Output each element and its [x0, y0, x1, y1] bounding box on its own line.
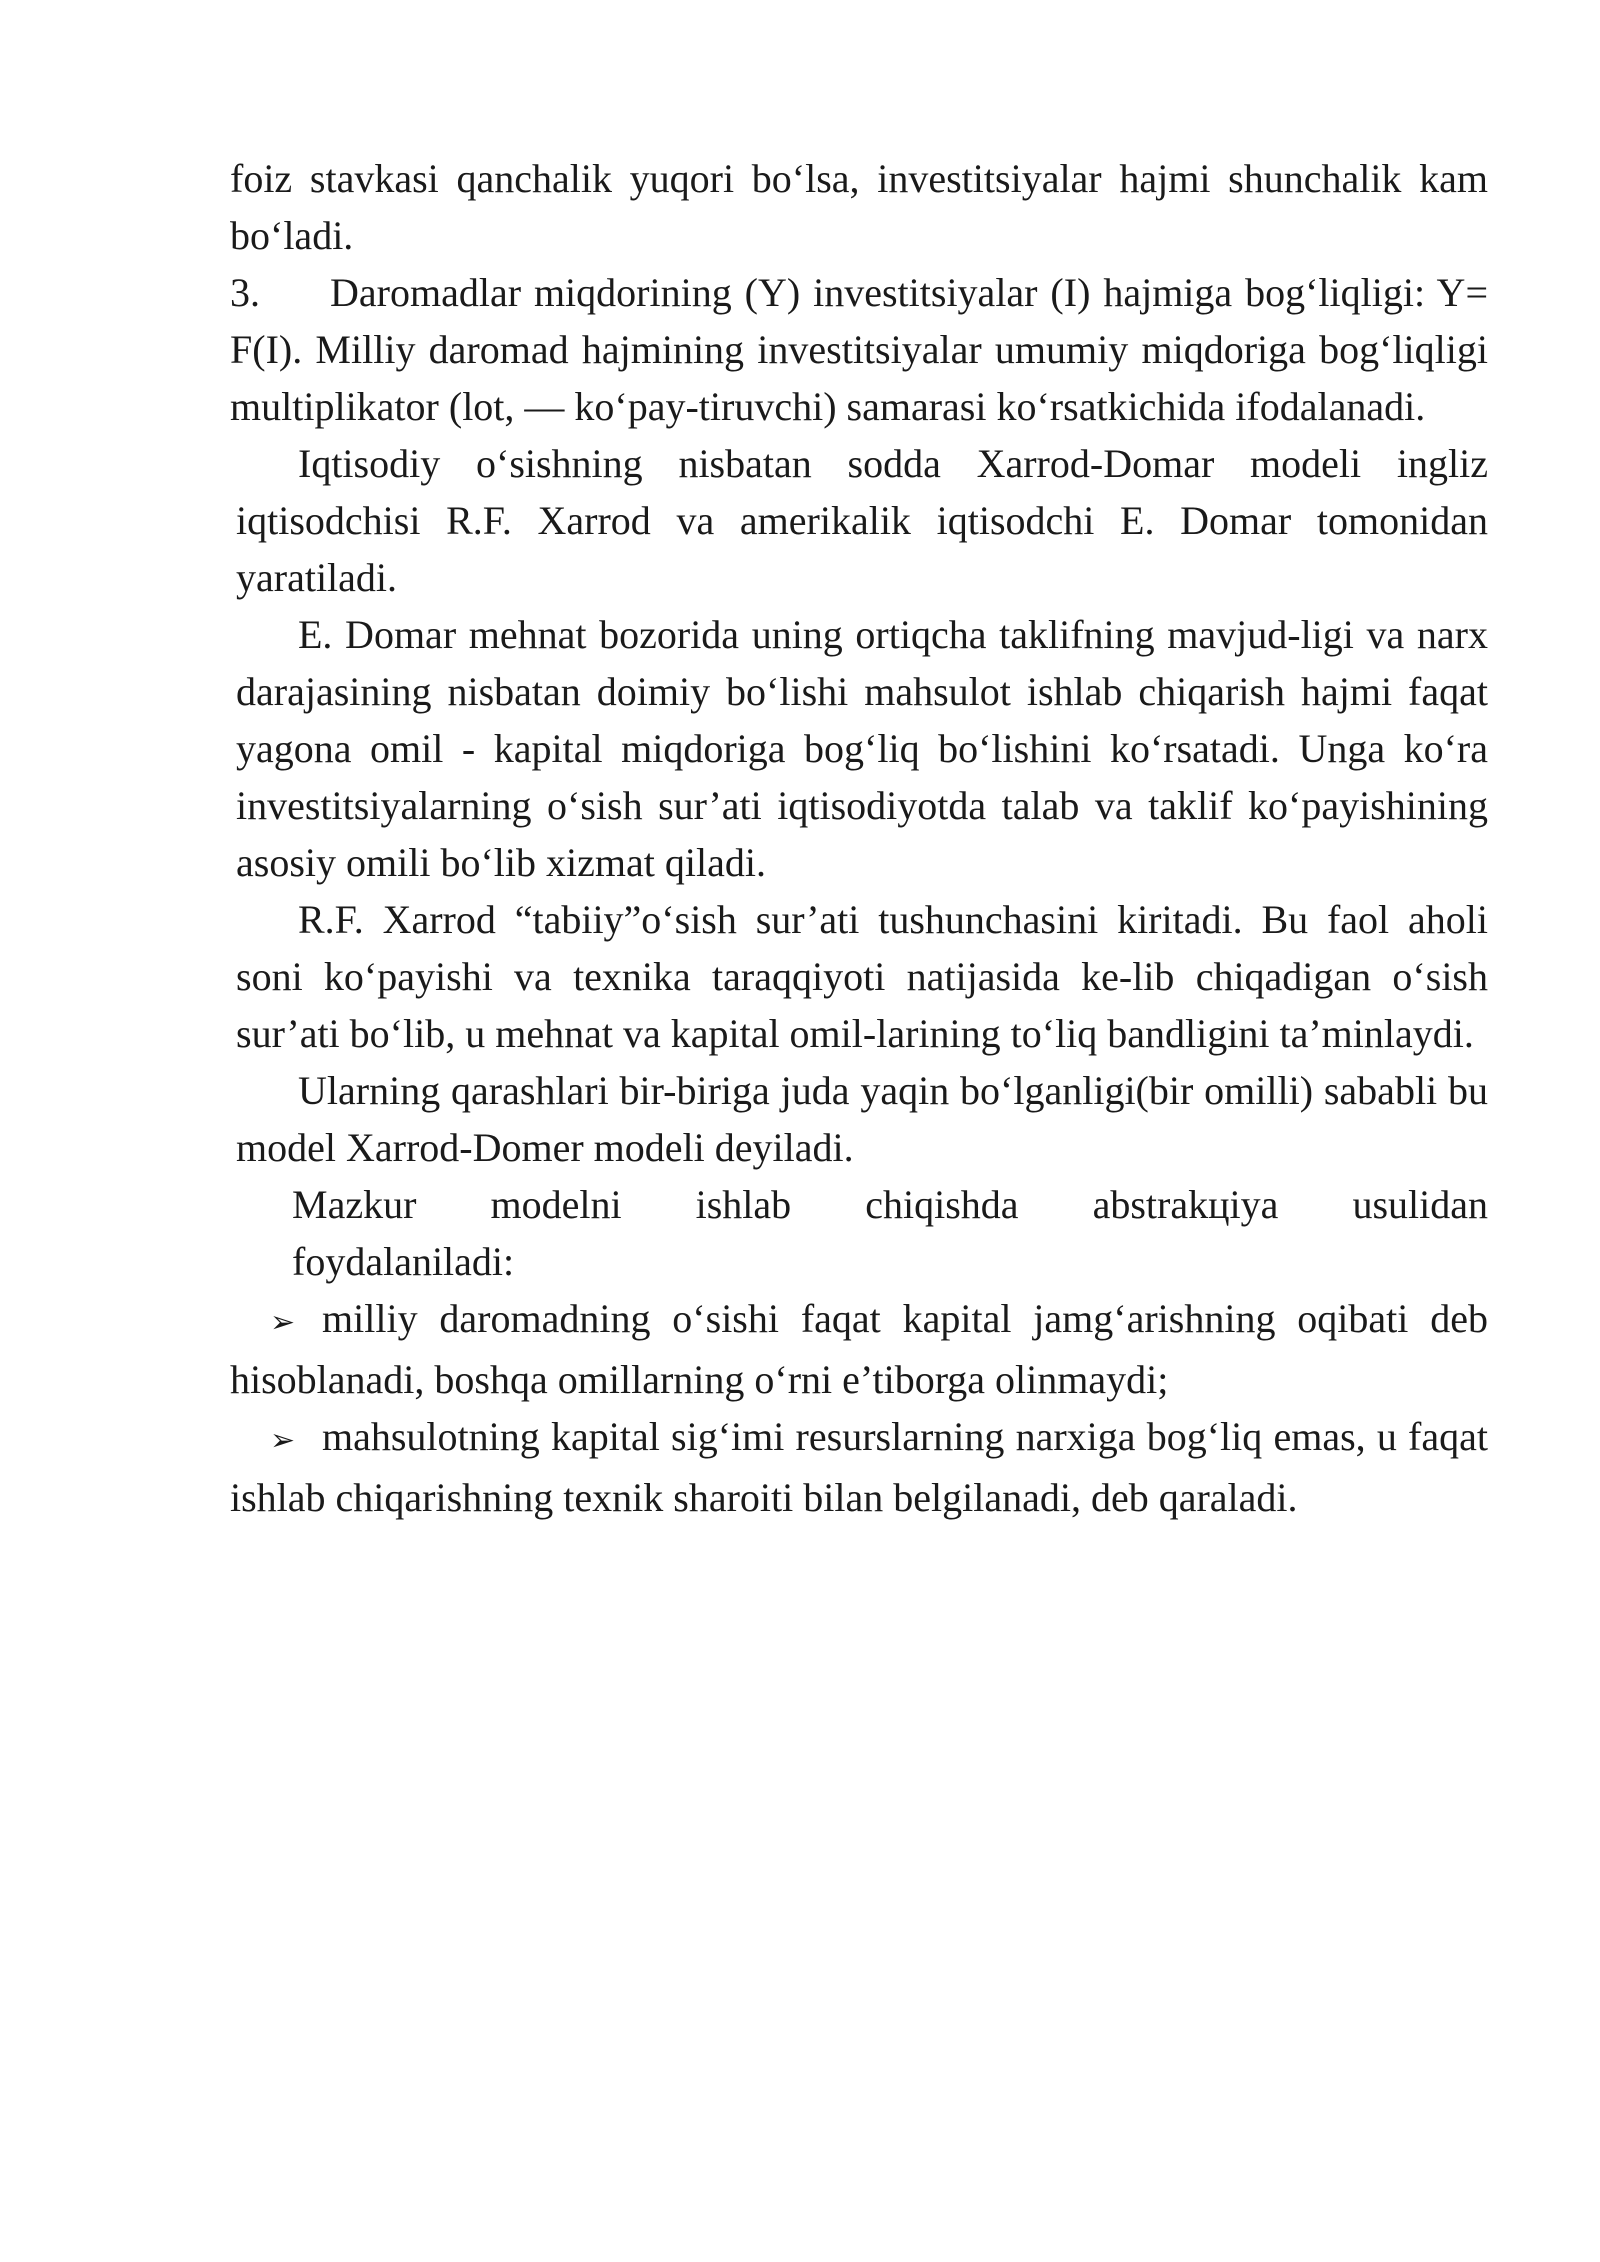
paragraph-abstraction-line2: foydalaniladi:: [292, 1239, 515, 1284]
paragraph-domar: E. Domar mehnat bozorida uning ortiqcha taklifning mavjud-ligi va narx darajasining nisbatan doimiy bo‘lishi mahsulot ishlab chiqarish hajmi faqat yagona omil - kapital miqdoriga bog‘liq bo‘lishini ko‘rsatadi. Unga ko‘ra investitsiyalarning o‘sish sur’ati iqtisodiyotda talab va taklif ko‘payishining asosiy omili bo‘lib xizmat qiladi.: [236, 612, 1488, 885]
paragraph-views: Ularning qarashlari bir-biriga juda yaqin bo‘lganligi(bir omilli) sababli bu model Xarrod-Domer modeli deyiladi.: [236, 1068, 1488, 1170]
arrow-bullet-icon: ➢: [270, 1305, 296, 1340]
bullet-item-text: milliy daromadning o‘sishi faqat kapital jamg‘arishning oqibati deb hisoblanadi, boshqa omillarning o‘rni e’tiborga olinmaydi;: [230, 1296, 1488, 1402]
bullet-item-1: [230, 1290, 1488, 1408]
paragraph-harrod-domar-intro: Iqtisodiy o‘sishning nisbatan sodda Xarrod-Domar modeli ingliz iqtisodchisi R.F. Xarrod va amerikalik iqtisodchi E. Domar tomonidan yaratiladi.: [236, 441, 1488, 600]
paragraph-harrod: R.F. Xarrod “tabiiy”o‘sish sur’ati tushunchasini kiritadi. Bu faol aholi soni ko‘payishi va texnika taraqqiyoti natijasida ke-lib chiqadigan o‘sish sur’ati bo‘lib, u mehnat va kapital omil-larining to‘liq bandligini ta’minlaydi.: [236, 897, 1488, 1056]
list-item-number: 3.: [230, 270, 260, 315]
list-item-3: [230, 264, 1488, 435]
document-body: [230, 150, 1488, 1526]
paragraph-interest-rate: foiz stavkasi qanchalik yuqori bo‘lsa, investitsiyalar hajmi shunchalik kam bo‘ladi.: [230, 156, 1488, 258]
list-item-text: Daromadlar miqdorining (Y) investitsiyalar (I) hajmiga bog‘liqligi: Y= F(I). Milliy daromad hajmining investitsiyalar umumiy miqdoriga bog‘liqligi multiplikator (lot, — ko‘pay-tiruvchi) samarasi ko‘rsatkichida ifodalanadi.: [230, 270, 1488, 429]
bullet-item-text: mahsulotning kapital sig‘imi resurslarning narxiga bog‘liq emas, u faqat ishlab chiqarishning texnik sharoiti bilan belgilanadi, deb qaraladi.: [230, 1414, 1488, 1520]
arrow-bullet-icon: ➢: [270, 1423, 296, 1458]
paragraph-abstraction-line1: Mazkur modelni ishlab chiqishda abstrakцiya usulidan: [292, 1182, 1488, 1227]
bullet-item-2: [230, 1408, 1488, 1526]
